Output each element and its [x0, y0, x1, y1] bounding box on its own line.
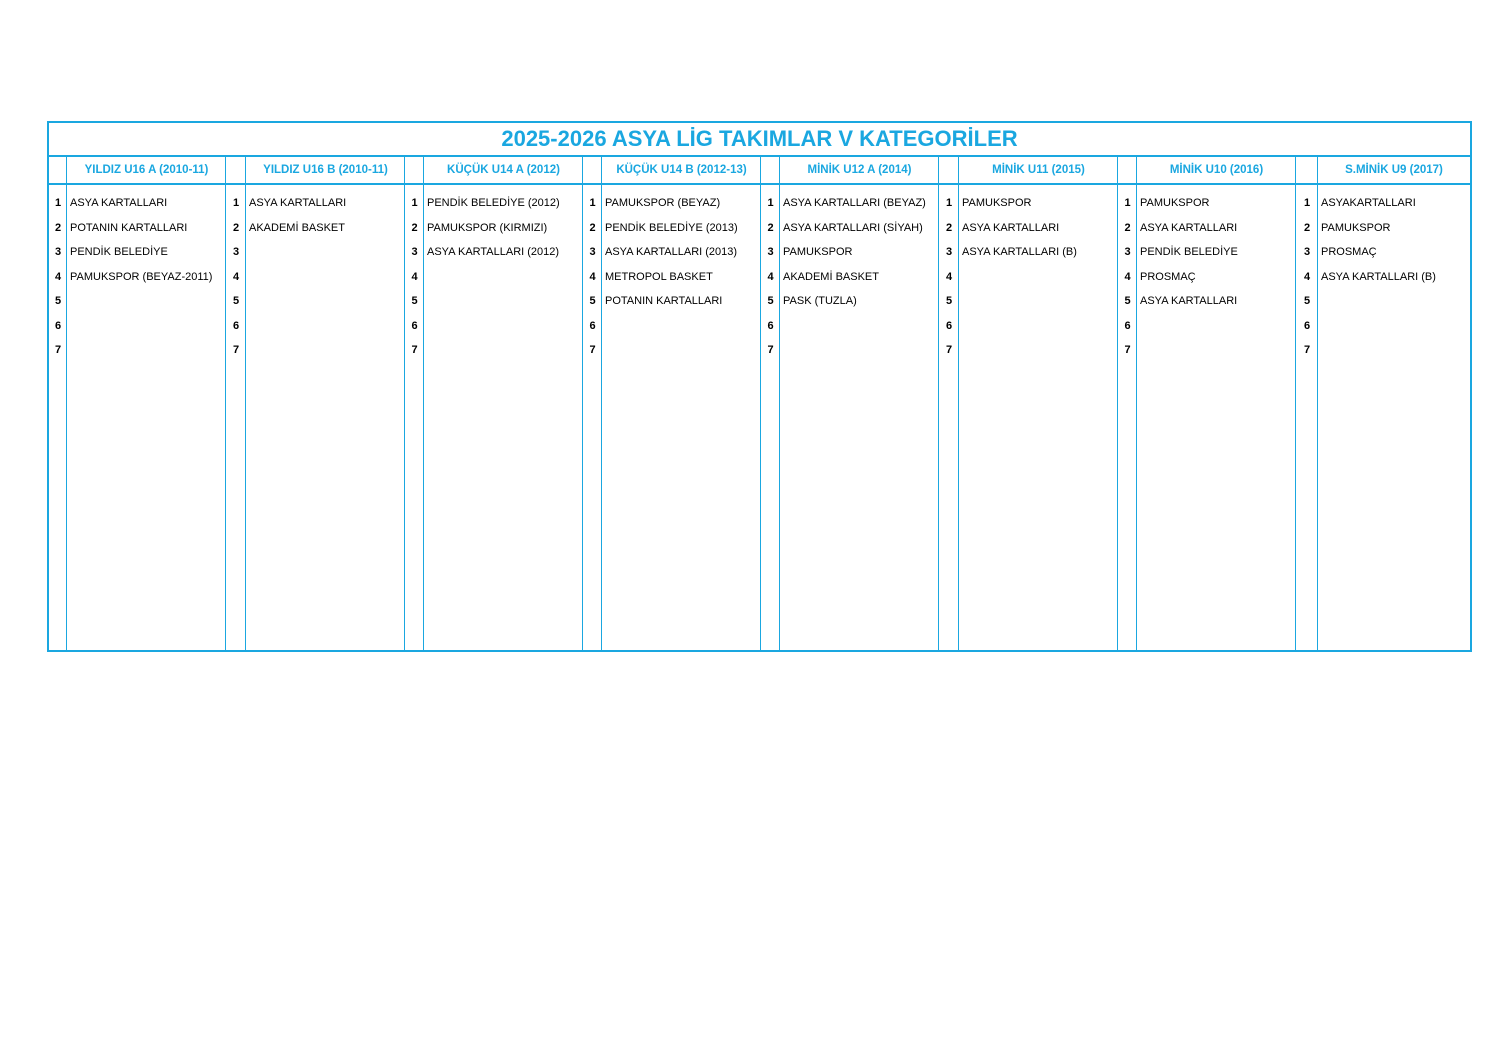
row-number: 6 [589, 320, 596, 332]
row-number: 4 [411, 271, 418, 283]
row-number: 2 [232, 222, 240, 234]
team-name: PAMUKSPOR [962, 197, 1032, 209]
row-number: 5 [54, 295, 62, 307]
team-name: AKADEMİ BASKET [783, 271, 879, 283]
row-number: 6 [411, 320, 418, 332]
team-name: ASYA KARTALLARI (SİYAH) [783, 222, 923, 234]
team-name: ASYA KARTALLARI [1140, 222, 1238, 234]
row-number: 1 [589, 197, 596, 209]
row-number: 4 [232, 271, 240, 283]
row-number: 2 [411, 222, 418, 234]
team-name: PENDİK BELEDİYE [1140, 246, 1238, 258]
row-number: 2 [54, 222, 62, 234]
row-number: 4 [945, 271, 953, 283]
team-name: ASYA KARTALLARI (2012) [427, 246, 560, 258]
team-name: ASYAKARTALLARI [1321, 197, 1416, 209]
row-number: 3 [1124, 246, 1131, 258]
row-number: 3 [1303, 246, 1311, 258]
row-number: 7 [54, 344, 62, 356]
row-number: 5 [232, 295, 240, 307]
row-number: 7 [1303, 344, 1311, 356]
team-name: PASK (TUZLA) [783, 295, 857, 307]
row-number: 7 [232, 344, 240, 356]
row-number: 3 [767, 246, 774, 258]
team-name: PAMUKSPOR (BEYAZ) [605, 197, 721, 209]
row-number: 6 [767, 320, 774, 332]
row-number: 4 [54, 271, 62, 283]
team-name: PAMUKSPOR (KIRMIZI) [427, 222, 548, 234]
category-header: YILDIZ U16 B (2010-11) [263, 164, 388, 176]
team-name: METROPOL BASKET [605, 271, 713, 283]
category-header: MİNİK U10 (2016) [1169, 164, 1264, 176]
row-number: 1 [411, 197, 418, 209]
row-number: 2 [1303, 222, 1311, 234]
team-name: ASYA KARTALLARI (2013) [605, 246, 738, 258]
team-name: PAMUKSPOR [1321, 222, 1391, 234]
row-number: 3 [589, 246, 596, 258]
team-name: POTANIN KARTALLARI [70, 222, 188, 234]
team-name: PENDİK BELEDİYE [70, 246, 168, 258]
row-number: 3 [232, 246, 240, 258]
team-name: ASYA KARTALLARI [962, 222, 1060, 234]
team-name: ASYA KARTALLARI (B) [1321, 271, 1436, 283]
row-number: 7 [767, 344, 774, 356]
team-name: POTANIN KARTALLARI [605, 295, 723, 307]
row-number: 5 [589, 295, 596, 307]
row-number: 6 [232, 320, 240, 332]
row-number: 1 [54, 197, 62, 209]
row-number: 4 [589, 271, 596, 283]
row-number: 3 [54, 246, 62, 258]
row-number: 5 [411, 295, 418, 307]
row-number: 7 [589, 344, 596, 356]
team-name: PROSMAÇ [1321, 246, 1377, 258]
row-number: 2 [589, 222, 596, 234]
row-number: 7 [411, 344, 418, 356]
row-number: 6 [945, 320, 953, 332]
row-number: 5 [1124, 295, 1131, 307]
row-number: 5 [1303, 295, 1311, 307]
row-number: 6 [54, 320, 62, 332]
row-number: 1 [232, 197, 240, 209]
row-number: 3 [945, 246, 953, 258]
row-number: 1 [767, 197, 774, 209]
category-table [47, 121, 1472, 652]
team-name: PENDİK BELEDİYE (2012) [427, 197, 560, 209]
row-number: 1 [945, 197, 953, 209]
team-name: AKADEMİ BASKET [249, 222, 345, 234]
team-name: ASYA KARTALLARI (BEYAZ) [783, 197, 926, 209]
row-number: 4 [1124, 271, 1131, 283]
team-name: ASYA KARTALLARI [1140, 295, 1238, 307]
row-number: 4 [767, 271, 774, 283]
team-name: PAMUKSPOR (BEYAZ-2011) [70, 271, 213, 283]
category-header: KÜÇÜK U14 A (2012) [447, 164, 560, 176]
page-title: 2025-2026 ASYA LİG TAKIMLAR V KATEGORİLER [49, 123, 1470, 157]
category-header: YILDIZ U16 A (2010-11) [84, 164, 209, 176]
row-number: 5 [945, 295, 953, 307]
row-number: 7 [945, 344, 953, 356]
category-header: S.MİNİK U9 (2017) [1345, 164, 1443, 176]
team-name: PAMUKSPOR [783, 246, 853, 258]
row-number: 2 [767, 222, 774, 234]
row-number: 3 [411, 246, 418, 258]
team-name: PENDİK BELEDİYE (2013) [605, 222, 738, 234]
row-number: 7 [1124, 344, 1131, 356]
row-number: 6 [1124, 320, 1131, 332]
team-name: ASYA KARTALLARI [249, 197, 347, 209]
row-number: 1 [1124, 197, 1131, 209]
row-number: 2 [1124, 222, 1131, 234]
row-number: 2 [945, 222, 953, 234]
row-number: 5 [767, 295, 774, 307]
team-name: ASYA KARTALLARI (B) [962, 246, 1077, 258]
team-name: ASYA KARTALLARI [70, 197, 168, 209]
category-header: MİNİK U11 (2015) [992, 164, 1085, 176]
team-name: PROSMAÇ [1140, 271, 1196, 283]
category-header: KÜÇÜK U14 B (2012-13) [616, 164, 747, 176]
category-header: MİNİK U12 A (2014) [807, 164, 912, 176]
row-number: 6 [1303, 320, 1311, 332]
team-name: PAMUKSPOR [1140, 197, 1210, 209]
row-number: 4 [1303, 271, 1311, 283]
row-number: 1 [1303, 197, 1311, 209]
